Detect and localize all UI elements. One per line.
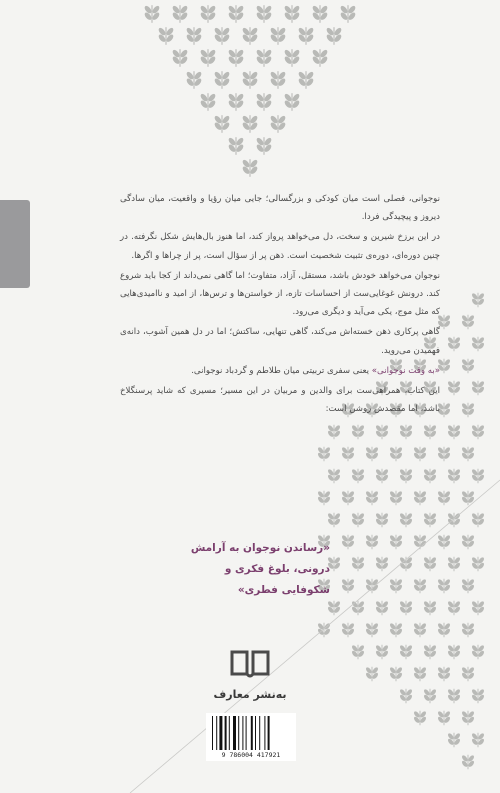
sprig-icon bbox=[255, 93, 272, 111]
sprig-icon bbox=[423, 512, 437, 527]
sprig-icon bbox=[375, 556, 389, 571]
sprig-icon bbox=[283, 5, 300, 23]
sprig-icon bbox=[351, 424, 365, 439]
sprig-icon bbox=[471, 292, 485, 307]
sprig-icon bbox=[255, 5, 272, 23]
sprig-icon bbox=[399, 688, 413, 703]
sprig-icon bbox=[461, 622, 475, 637]
sprig-icon bbox=[213, 71, 230, 89]
paragraph-4: گاهی پرکاری ذهن خسته‌اش می‌کند، گاهی تنهایی، ساکتش؛ اما در دل همین آشوب، دانه‌ی فهمیدن می‌روید. bbox=[120, 327, 440, 356]
paragraph-2: در این برزخ شیرین و سخت، دل می‌خواهد پرواز کند، اما هنوز بال‌هایش شکل نگرفته. در چنین دوره‌ای، دوره‌ی تثبیت شخصیت است. ذهن پر از سؤال است، پر از چراها و اگرها. bbox=[120, 232, 440, 261]
sprig-icon bbox=[241, 159, 258, 177]
sprig-icon bbox=[283, 93, 300, 111]
sprig-icon bbox=[227, 93, 244, 111]
sprig-icon bbox=[461, 578, 475, 593]
paragraph-1: نوجوانی، فصلی است میان کودکی و بزرگسالی؛ جایی میان رؤیا و واقعیت، میان سادگی دیروز و پیچیدگی فردا. bbox=[120, 194, 440, 223]
sprig-icon bbox=[365, 534, 379, 549]
sprig-icon bbox=[255, 137, 272, 155]
sprig-icon bbox=[317, 490, 331, 505]
blurb bbox=[120, 190, 440, 420]
sprig-icon bbox=[423, 424, 437, 439]
slogan-line-3: شکوفایی فطری» bbox=[237, 584, 330, 596]
isbn-number: 9 786004 417921 bbox=[221, 751, 281, 759]
sprig-icon bbox=[327, 424, 341, 439]
barcode-bars bbox=[206, 713, 296, 753]
sprig-icon bbox=[447, 732, 461, 747]
sprig-icon bbox=[471, 556, 485, 571]
paragraph-3: نوجوان می‌خواهد خودش باشد، مستقل، آزاد، متفاوت؛ اما گاهی نمی‌داند از کجا باید شروع کند. درونش غوغایی‌ست از احساسات تازه، از خواستن‌ها و ترس‌ها، از امید و ناامیدی‌هایی که مثل موج، یکی می‌آید و دیگری می‌رود. bbox=[120, 270, 440, 318]
slogan-line-1: «رساندن نوجوان به آرامش bbox=[190, 542, 330, 554]
sprig-icon bbox=[365, 622, 379, 637]
sprig-icon bbox=[375, 468, 389, 483]
sprig-icon bbox=[437, 666, 451, 681]
sprig-icon bbox=[461, 754, 475, 769]
sprig-icon bbox=[255, 49, 272, 67]
sprig-icon bbox=[241, 115, 258, 133]
sprig-icon bbox=[413, 710, 427, 725]
sprig-icon bbox=[143, 5, 160, 23]
sprig-icon bbox=[351, 644, 365, 659]
sprig-icon bbox=[269, 27, 286, 45]
sprig-icon bbox=[283, 49, 300, 67]
sprig-icon bbox=[185, 71, 202, 89]
sprig-icon bbox=[447, 336, 461, 351]
sprig-icon bbox=[171, 49, 188, 67]
publisher-name: به‌نشر معارف bbox=[213, 688, 287, 701]
sprig-icon bbox=[413, 578, 427, 593]
sprig-icon bbox=[471, 688, 485, 703]
sprig-icon bbox=[423, 468, 437, 483]
paragraph-6: این کتاب، همراهی‌ست برای والدین و مربیان در این مسیر؛ مسیری که شاید پرسنگلاخ باشد، اما مقصدش روشن است: bbox=[120, 386, 440, 415]
sprig-icon bbox=[227, 137, 244, 155]
sprig-icon bbox=[389, 622, 403, 637]
sprig-icon bbox=[365, 666, 379, 681]
sprig-icon bbox=[365, 578, 379, 593]
slogan bbox=[110, 538, 330, 601]
paragraph-5 bbox=[120, 362, 440, 380]
sprig-icon bbox=[375, 600, 389, 615]
sprig-icon bbox=[413, 490, 427, 505]
side-tab bbox=[0, 200, 30, 288]
sprig-icon bbox=[471, 644, 485, 659]
sprig-icon bbox=[199, 49, 216, 67]
sprig-icon bbox=[399, 512, 413, 527]
sprig-icon bbox=[213, 115, 230, 133]
sprig-icon bbox=[447, 424, 461, 439]
sprig-icon bbox=[471, 732, 485, 747]
sprig-icon bbox=[351, 512, 365, 527]
sprig-icon bbox=[241, 27, 258, 45]
sprig-icon bbox=[213, 27, 230, 45]
sprig-icon bbox=[461, 710, 475, 725]
sprig-icon bbox=[375, 644, 389, 659]
sprig-icon bbox=[447, 688, 461, 703]
sprig-icon bbox=[461, 446, 475, 461]
sprig-icon bbox=[327, 600, 341, 615]
sprig-icon bbox=[325, 27, 342, 45]
sprig-icon bbox=[447, 380, 461, 395]
sprig-icon bbox=[423, 644, 437, 659]
sprig-icon bbox=[423, 556, 437, 571]
sprig-icon bbox=[339, 5, 356, 23]
sprig-icon bbox=[351, 600, 365, 615]
sprig-icon bbox=[317, 446, 331, 461]
sprig-icon bbox=[365, 446, 379, 461]
sprig-icon bbox=[341, 534, 355, 549]
sprig-icon bbox=[413, 622, 427, 637]
sprig-icon bbox=[269, 71, 286, 89]
sprig-icon bbox=[399, 600, 413, 615]
sprig-icon bbox=[399, 468, 413, 483]
sprig-icon bbox=[297, 71, 314, 89]
sprig-icon bbox=[297, 27, 314, 45]
sprig-icon bbox=[171, 5, 188, 23]
sprig-icon bbox=[413, 534, 427, 549]
sprig-icon bbox=[389, 446, 403, 461]
sprig-icon bbox=[399, 424, 413, 439]
sprig-icon bbox=[311, 5, 328, 23]
sprig-icon bbox=[227, 5, 244, 23]
sprig-icon bbox=[471, 468, 485, 483]
sprig-icon bbox=[471, 512, 485, 527]
sprig-icon bbox=[199, 5, 216, 23]
sprig-icon bbox=[447, 600, 461, 615]
sprig-icon bbox=[461, 314, 475, 329]
sprig-icon bbox=[437, 446, 451, 461]
slogan-line-2: درونی، بلوغ فکری و bbox=[224, 563, 330, 575]
sprig-icon bbox=[365, 490, 379, 505]
sprig-icon bbox=[399, 644, 413, 659]
sprig-icon bbox=[471, 600, 485, 615]
sprig-icon bbox=[437, 578, 451, 593]
sprig-icon bbox=[341, 446, 355, 461]
sprig-icon bbox=[461, 534, 475, 549]
sprig-icon bbox=[341, 578, 355, 593]
sprig-icon bbox=[327, 512, 341, 527]
paragraph-5-rest: یعنی سفری تربیتی میان طلاطم و گردباد نوجوانی. bbox=[191, 365, 372, 376]
sprig-icon bbox=[199, 93, 216, 111]
sprig-icon bbox=[413, 446, 427, 461]
sprig-icon bbox=[437, 710, 451, 725]
sprig-icon bbox=[447, 468, 461, 483]
sprig-icon bbox=[341, 622, 355, 637]
sprig-icon bbox=[375, 512, 389, 527]
sprig-icon bbox=[227, 49, 244, 67]
sprig-icon bbox=[389, 490, 403, 505]
sprig-icon bbox=[461, 402, 475, 417]
sprig-icon bbox=[437, 534, 451, 549]
sprig-icon bbox=[269, 115, 286, 133]
book-title-highlight: «به وقت نوجوانی» bbox=[371, 365, 440, 376]
sprig-icon bbox=[413, 666, 427, 681]
sprig-icon bbox=[461, 666, 475, 681]
sprig-icon bbox=[311, 49, 328, 67]
sprig-icon bbox=[341, 490, 355, 505]
sprig-icon bbox=[157, 27, 174, 45]
sprig-icon bbox=[423, 600, 437, 615]
sprig-icon bbox=[471, 424, 485, 439]
sprig-icon bbox=[375, 424, 389, 439]
sprig-icon bbox=[389, 534, 403, 549]
sprig-icon bbox=[351, 468, 365, 483]
sprig-icon bbox=[447, 556, 461, 571]
sprig-icon bbox=[351, 556, 365, 571]
sprig-icon bbox=[447, 644, 461, 659]
sprig-icon bbox=[471, 380, 485, 395]
sprig-icon bbox=[423, 688, 437, 703]
sprig-icon bbox=[461, 358, 475, 373]
sprig-icon bbox=[471, 336, 485, 351]
sprig-icon bbox=[437, 622, 451, 637]
sprig-icon bbox=[185, 27, 202, 45]
sprig-icon bbox=[241, 71, 258, 89]
sprig-icon bbox=[327, 468, 341, 483]
sprig-icon bbox=[389, 578, 403, 593]
sprig-icon bbox=[389, 666, 403, 681]
sprig-icon bbox=[437, 490, 451, 505]
